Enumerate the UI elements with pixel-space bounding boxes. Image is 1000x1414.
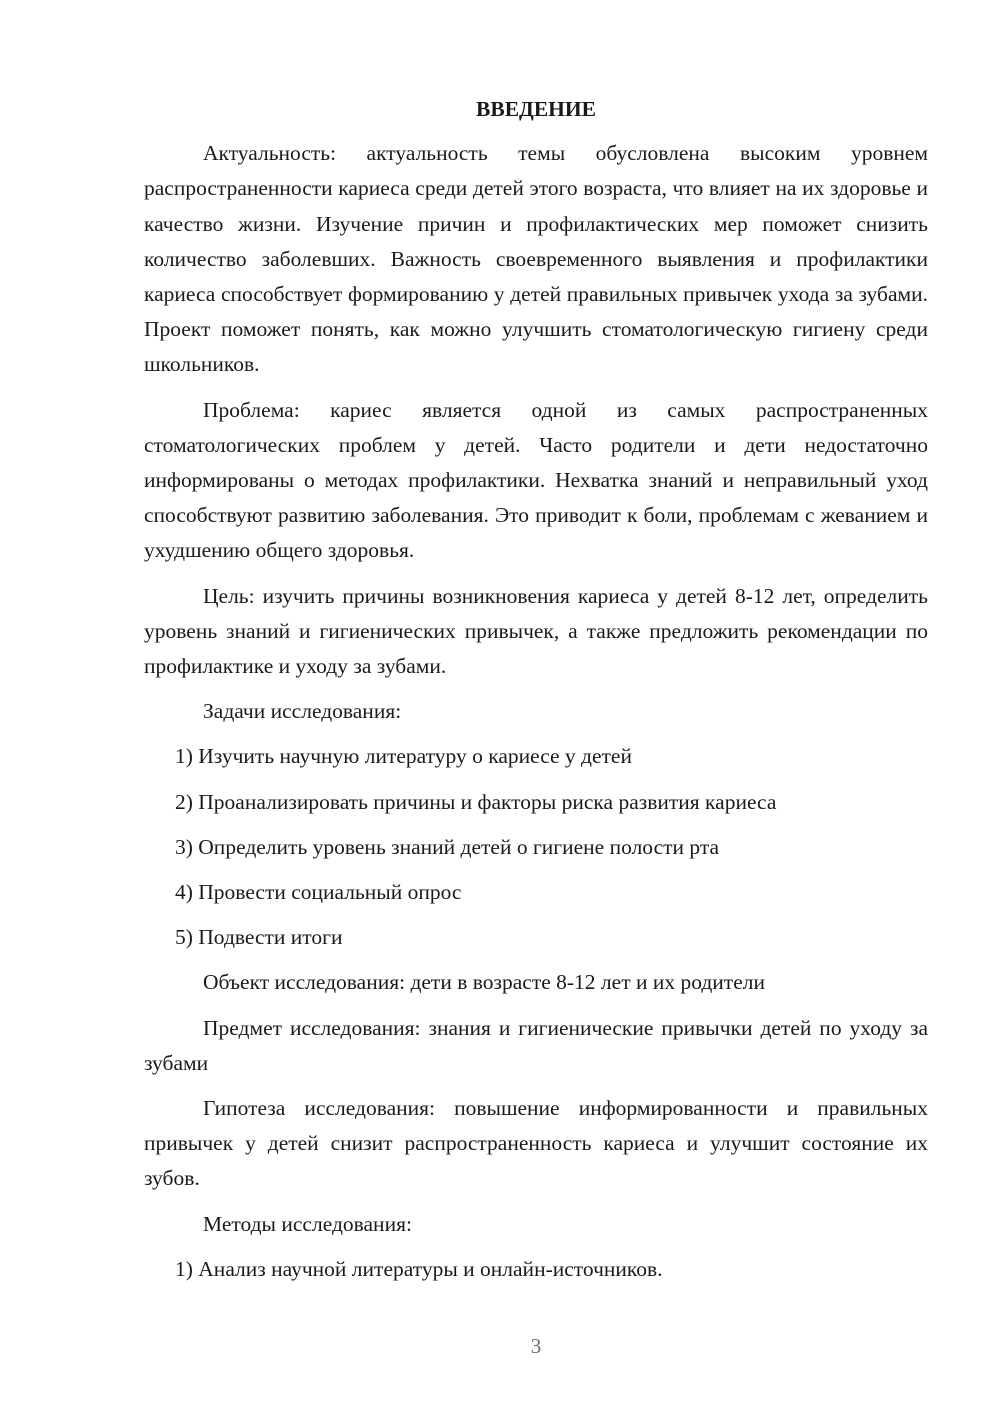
task-item-5: 5) Подвести итоги xyxy=(175,925,343,950)
task-item-3: 3) Определить уровень знаний детей о гигиене полости рта xyxy=(175,834,720,859)
task-item-1: 1) Изучить научную литературу о кариесе у детей xyxy=(175,744,632,769)
tasks-heading: Задачи исследования: xyxy=(203,699,402,724)
goal-paragraph: Цель: изучить причины возникновения кариеса у детей 8-12 лет, определить уровень знаний и гигиенических привычек, а также предложить рекомендации по профилактике и уходу за зубами. xyxy=(144,583,928,679)
task-item-4: 4) Провести социальный опрос xyxy=(175,880,462,905)
page-number: 3 xyxy=(530,1334,542,1358)
page-title: ВВЕДЕНИЕ xyxy=(476,97,596,121)
subject-paragraph: Предмет исследования: знания и гигиенические привычки детей по уходу за зубами xyxy=(144,1015,928,1075)
methods-heading: Методы исследования: xyxy=(203,1211,412,1236)
object-paragraph: Объект исследования: дети в возрасте 8-12 лет и их родители xyxy=(203,970,765,995)
page-content xyxy=(144,92,928,1297)
task-item-2: 2) Проанализировать причины и факторы риска развития кариеса xyxy=(175,789,777,814)
method-item-1: 1) Анализ научной литературы и онлайн-источников. xyxy=(175,1256,663,1281)
problem-paragraph: Проблема: кариес является одной из самых распространенных стоматологических проблем у детей. Часто родители и дети недостаточно информированы о методах профилактики. Нехватка знаний и неправильный уход способствуют развитию заболевания. Это приводит к боли, проблемам с жеванием и ухудшению общего здоровья. xyxy=(144,397,928,563)
hypothesis-paragraph: Гипотеза исследования: повышение информированности и правильных привычек у детей снизит распространенность кариеса и улучшит состояние их зубов. xyxy=(144,1096,928,1191)
actuality-paragraph: Актуальность: актуальность темы обусловлена высоким уровнем распространенности кариеса среди детей этого возраста, что влияет на их здоровье и качество жизни. Изучение причин и профилактических мер поможет снизить количество заболевших. Важность своевременного выявления и профилактики кариеса способствует формированию у детей правильных привычек ухода за зубами. Проект поможет понять, как можно улучшить стоматологическую гигиену среди школьников. xyxy=(144,141,928,377)
